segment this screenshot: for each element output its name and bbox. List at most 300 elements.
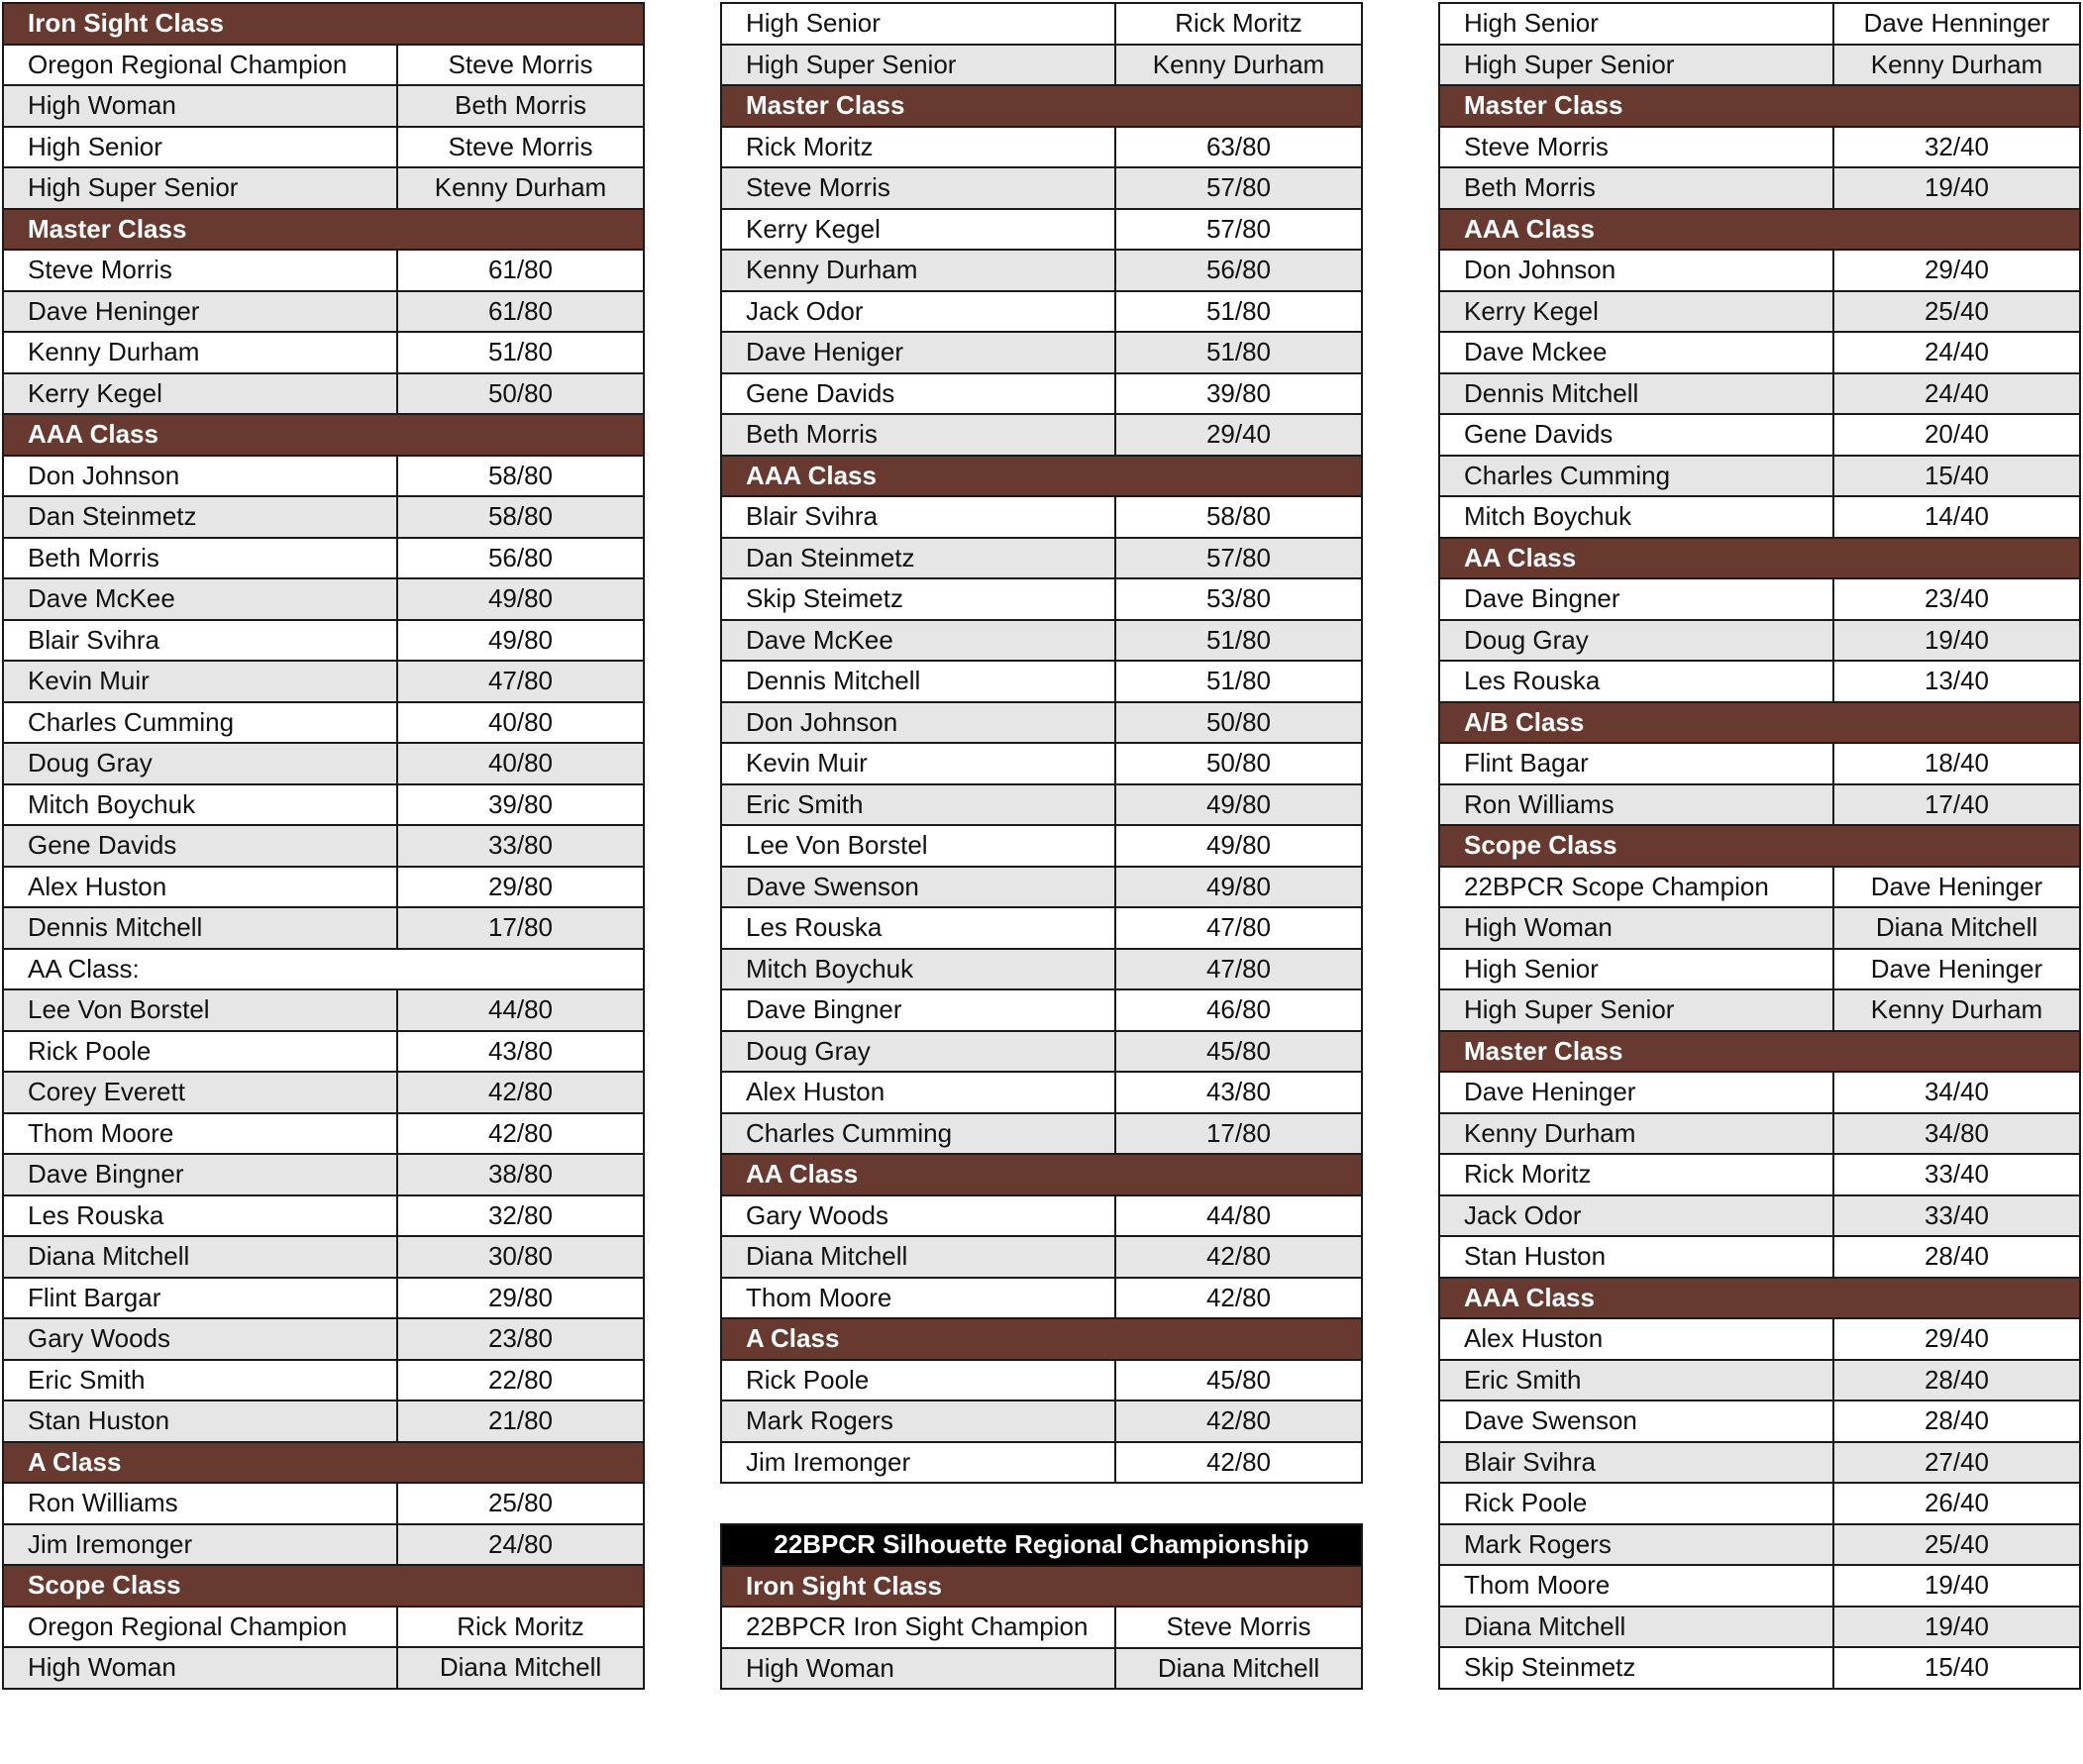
shooter-name: Ron Williams — [1440, 785, 1834, 825]
result-row — [720, 372, 1363, 416]
score-value: 26/40 — [1924, 1488, 1990, 1518]
shooter-name: Stan Huston — [4, 1401, 398, 1441]
result-row — [2, 1153, 645, 1196]
score-value: Steve Morris — [448, 49, 593, 79]
score-value: Dave Henninger — [1863, 8, 2050, 39]
result-row — [720, 742, 1363, 785]
class-header-label: AAA Class — [28, 419, 158, 450]
class-header — [2, 413, 645, 457]
score-value: 34/40 — [1924, 1077, 1990, 1107]
shooter-name: Dave Mckee — [1440, 333, 1834, 372]
shooter-name: High Super Senior — [4, 168, 398, 208]
shooter-name: Mitch Boychuk — [1440, 497, 1834, 537]
result-row — [2, 1400, 645, 1443]
result-row — [1438, 1235, 2081, 1279]
result-row — [1438, 948, 2081, 991]
class-header — [1438, 537, 2081, 580]
class-header-label: Master Class — [746, 90, 905, 121]
score-value: 39/80 — [1205, 377, 1272, 408]
class-header-label: Scope Class — [1464, 830, 1617, 861]
shooter-name: Dave Swenson — [1440, 1401, 1834, 1441]
shooter-name: Gene Davids — [722, 374, 1116, 414]
shooter-name: Diana Mitchell — [722, 1237, 1116, 1277]
shooter-name: Thom Moore — [722, 1279, 1116, 1318]
shooter-name: Les Rouska — [1440, 662, 1834, 701]
score-value: 27/40 — [1924, 1446, 1990, 1477]
result-row — [1438, 1606, 2081, 1649]
score-value: 29/40 — [1924, 1323, 1990, 1354]
score-value: 24/40 — [1924, 377, 1990, 408]
score-value: 61/80 — [487, 255, 554, 285]
score-value: 46/80 — [1205, 994, 1272, 1025]
shooter-name: Oregon Regional Champion — [4, 1608, 398, 1647]
shooter-name: Dan Steinmetz — [722, 539, 1116, 578]
class-header-label: AAA Class — [1464, 1282, 1595, 1312]
shooter-name: Dave Bingner — [722, 990, 1116, 1030]
score-value: 49/80 — [1205, 871, 1272, 901]
result-row — [2, 44, 645, 87]
shooter-name: Gary Woods — [4, 1319, 398, 1359]
score-value: 56/80 — [1205, 255, 1272, 285]
shooter-name: High Senior — [4, 128, 398, 167]
shooter-name: Dave Bingner — [4, 1155, 398, 1194]
result-row — [1438, 988, 2081, 1032]
result-row — [1438, 44, 2081, 87]
result-row — [1438, 413, 2081, 457]
shooter-name: Lee Von Borstel — [4, 990, 398, 1030]
score-value: 51/80 — [487, 337, 554, 367]
score-value: Dave Heninger — [1870, 871, 2043, 901]
result-row — [2, 495, 645, 539]
shooter-name: High Woman — [4, 86, 398, 126]
result-row — [1438, 1400, 2081, 1443]
result-row — [1438, 660, 2081, 703]
shooter-name: Ron Williams — [4, 1484, 398, 1523]
shooter-name: Beth Morris — [1440, 168, 1834, 208]
score-value: 50/80 — [1205, 748, 1272, 778]
score-value: 57/80 — [1205, 542, 1272, 572]
result-row — [720, 1359, 1363, 1402]
shooter-name: High Super Senior — [1440, 46, 1834, 85]
result-row — [2, 701, 645, 745]
shooter-name: High Super Senior — [1440, 990, 1834, 1030]
score-value: 14/40 — [1924, 501, 1990, 532]
class-header — [720, 1153, 1363, 1196]
shooter-name: Jack Odor — [722, 292, 1116, 332]
score-value: Diana Mitchell — [439, 1652, 602, 1683]
shooter-name: Mitch Boychuk — [4, 785, 398, 825]
shooter-name: Dave Heninger — [1440, 1073, 1834, 1112]
result-row — [1438, 372, 2081, 416]
score-value: 23/80 — [487, 1323, 554, 1354]
shooter-name: 22BPCR Scope Champion — [1440, 868, 1834, 907]
result-row — [720, 44, 1363, 87]
class-header-label: Master Class — [1464, 90, 1623, 121]
shooter-name: Beth Morris — [722, 415, 1116, 455]
championship-title — [720, 1523, 1363, 1567]
shooter-name: Doug Gray — [4, 744, 398, 783]
result-row — [2, 906, 645, 950]
result-row — [2, 537, 645, 580]
score-value: 45/80 — [1205, 1364, 1272, 1395]
shooter-name: Jim Iremonger — [722, 1443, 1116, 1483]
score-value: 25/40 — [1924, 295, 1990, 326]
result-row — [720, 660, 1363, 703]
score-value: 38/80 — [487, 1159, 554, 1190]
score-value: 47/80 — [487, 666, 554, 696]
score-value: 34/80 — [1924, 1117, 1990, 1148]
result-row — [2, 866, 645, 909]
shooter-name: Blair Svihra — [4, 621, 398, 661]
score-value: 53/80 — [1205, 583, 1272, 614]
results-column-3 — [1438, 2, 2081, 1690]
result-row — [1438, 1564, 2081, 1608]
shooter-name: Don Johnson — [4, 457, 398, 496]
score-value: 24/40 — [1924, 337, 1990, 367]
shooter-name: Don Johnson — [722, 703, 1116, 743]
result-row — [2, 1646, 645, 1690]
class-header-label: AAA Class — [746, 460, 877, 490]
score-value: 15/40 — [1924, 460, 1990, 490]
result-row — [720, 2, 1363, 46]
class-header — [1438, 701, 2081, 745]
shooter-name: Doug Gray — [722, 1032, 1116, 1072]
class-header — [2, 208, 645, 252]
shooter-name: Thom Moore — [1440, 1566, 1834, 1606]
score-value: 29/80 — [487, 1282, 554, 1312]
shooter-name: Diana Mitchell — [1440, 1608, 1834, 1647]
class-header — [1438, 1030, 2081, 1074]
score-value: 51/80 — [1205, 337, 1272, 367]
score-value: Dave Heninger — [1870, 953, 2043, 984]
class-header-label: A Class — [28, 1446, 122, 1477]
score-value: 17/40 — [1924, 788, 1990, 819]
score-value: 24/80 — [487, 1528, 554, 1559]
class-header — [2, 1441, 645, 1485]
result-row — [2, 619, 645, 663]
result-row — [2, 783, 645, 827]
results-column-1 — [2, 2, 645, 1690]
result-row — [2, 824, 645, 868]
shooter-name: Dave Heninger — [4, 292, 398, 332]
shooter-name: Kenny Durham — [1440, 1114, 1834, 1154]
shooter-name: Blair Svihra — [1440, 1443, 1834, 1483]
score-value: 58/80 — [487, 460, 554, 490]
shooter-name: Dave Swenson — [722, 868, 1116, 907]
score-value: 51/80 — [1205, 295, 1272, 326]
class-header-label: A Class — [746, 1323, 840, 1354]
shooter-name: Doug Gray — [1440, 621, 1834, 661]
score-value: 50/80 — [1205, 706, 1272, 737]
score-value: Diana Mitchell — [1875, 912, 2038, 943]
shooter-name: Alex Huston — [1440, 1319, 1834, 1359]
result-row — [720, 824, 1363, 868]
result-row — [1438, 495, 2081, 539]
result-row — [1438, 906, 2081, 950]
score-value: 18/40 — [1924, 748, 1990, 778]
shooter-name: Kerry Kegel — [1440, 292, 1834, 332]
result-row — [1438, 331, 2081, 374]
result-row — [1438, 126, 2081, 169]
result-row — [720, 1277, 1363, 1320]
score-value: 58/80 — [487, 501, 554, 532]
class-header-label: Iron Sight Class — [28, 8, 224, 39]
score-value: 43/80 — [1205, 1077, 1272, 1107]
result-row — [2, 577, 645, 621]
shooter-name: Eric Smith — [4, 1361, 398, 1401]
shooter-name: Blair Svihra — [722, 497, 1116, 537]
result-row — [1438, 783, 2081, 827]
shooter-name: Dan Steinmetz — [4, 497, 398, 537]
result-row — [720, 906, 1363, 950]
result-row — [1438, 1523, 2081, 1567]
shooter-name: Jack Odor — [1440, 1196, 1834, 1236]
result-row — [720, 866, 1363, 909]
shooter-name: Skip Steimetz — [722, 579, 1116, 619]
shooter-name: Gary Woods — [722, 1196, 1116, 1236]
score-value: 21/80 — [487, 1405, 554, 1436]
result-row — [2, 290, 645, 334]
result-row — [1438, 1317, 2081, 1361]
result-row — [1438, 742, 2081, 785]
score-value: 57/80 — [1205, 172, 1272, 203]
score-value: 33/40 — [1924, 1199, 1990, 1230]
score-value: 29/40 — [1205, 419, 1272, 450]
result-row — [720, 249, 1363, 292]
shooter-name: Corey Everett — [4, 1073, 398, 1112]
class-header — [720, 1317, 1363, 1361]
shooter-name: Kevin Muir — [722, 744, 1116, 783]
shooter-name: Dennis Mitchell — [4, 908, 398, 948]
result-row — [2, 1606, 645, 1649]
result-row — [2, 1359, 645, 1402]
shooter-name: Alex Huston — [722, 1073, 1116, 1112]
score-value: 25/80 — [487, 1488, 554, 1518]
score-value: 17/80 — [487, 912, 554, 943]
score-value: 56/80 — [487, 542, 554, 572]
score-value: 51/80 — [1205, 666, 1272, 696]
result-row — [720, 208, 1363, 252]
score-value: Kenny Durham — [1870, 994, 2043, 1025]
score-value: 33/40 — [1924, 1159, 1990, 1190]
class-subheading-label: AA Class: — [28, 953, 140, 984]
result-row — [1438, 577, 2081, 621]
score-value: Kenny Durham — [434, 172, 607, 203]
championship-title-text: 22BPCR Silhouette Regional Championship — [774, 1529, 1309, 1560]
result-row — [720, 701, 1363, 745]
score-value: Beth Morris — [455, 90, 586, 121]
result-row — [720, 331, 1363, 374]
score-value: 57/80 — [1205, 213, 1272, 244]
shooter-name: High Woman — [4, 1648, 398, 1688]
result-row — [1438, 619, 2081, 663]
score-value: 19/40 — [1924, 172, 1990, 203]
result-row — [2, 372, 645, 416]
shooter-name: Steve Morris — [4, 251, 398, 290]
shooter-name: Flint Bagar — [1440, 744, 1834, 783]
shooter-name: Stan Huston — [1440, 1237, 1834, 1277]
score-value: Kenny Durham — [1152, 49, 1325, 79]
shooter-name: Mark Rogers — [722, 1401, 1116, 1441]
class-header-label: Master Class — [28, 213, 187, 244]
result-row — [2, 1523, 645, 1567]
shooter-name: High Woman — [1440, 908, 1834, 948]
result-row — [2, 1277, 645, 1320]
score-value: 42/80 — [1205, 1446, 1272, 1477]
class-header — [720, 455, 1363, 498]
result-row — [720, 988, 1363, 1032]
result-row — [2, 1317, 645, 1361]
score-value: 40/80 — [487, 706, 554, 737]
result-row — [720, 1235, 1363, 1279]
result-row — [1438, 290, 2081, 334]
score-value: 28/40 — [1924, 1405, 1990, 1436]
result-row — [2, 455, 645, 498]
score-value: 39/80 — [487, 788, 554, 819]
class-header — [720, 84, 1363, 128]
shooter-name: Rick Moritz — [1440, 1155, 1834, 1194]
shooter-name: Beth Morris — [4, 539, 398, 578]
shooter-name: Oregon Regional Champion — [4, 46, 398, 85]
score-value: 63/80 — [1205, 131, 1272, 161]
result-row — [2, 1482, 645, 1525]
shooter-name: Diana Mitchell — [4, 1237, 398, 1277]
score-value: 28/40 — [1924, 1364, 1990, 1395]
shooter-name: Kenny Durham — [722, 251, 1116, 290]
result-row — [1438, 1441, 2081, 1485]
shooter-name: Mark Rogers — [1440, 1525, 1834, 1565]
score-value: Steve Morris — [1166, 1611, 1311, 1642]
result-row — [720, 1030, 1363, 1074]
shooter-name: Charles Cumming — [1440, 457, 1834, 496]
shooter-name: Eric Smith — [1440, 1361, 1834, 1401]
result-row — [1438, 1194, 2081, 1238]
result-row — [1438, 1153, 2081, 1196]
result-row — [720, 495, 1363, 539]
score-value: 42/80 — [1205, 1241, 1272, 1272]
result-row — [720, 1606, 1363, 1649]
score-value: 28/40 — [1924, 1241, 1990, 1272]
shooter-name: Dave Bingner — [1440, 579, 1834, 619]
class-header-label: AA Class — [746, 1159, 859, 1190]
shooter-name: Don Johnson — [1440, 251, 1834, 290]
score-value: 45/80 — [1205, 1035, 1272, 1066]
score-value: 20/40 — [1924, 419, 1990, 450]
section-gap — [720, 1484, 1363, 1525]
score-value: 19/40 — [1924, 624, 1990, 655]
shooter-name: Gene Davids — [1440, 415, 1834, 455]
shooter-name: 22BPCR Iron Sight Champion — [722, 1608, 1116, 1647]
shooter-name: Les Rouska — [4, 1196, 398, 1236]
score-value: 40/80 — [487, 748, 554, 778]
score-value: 47/80 — [1205, 953, 1272, 984]
result-row — [720, 1647, 1363, 1691]
shooter-name: Steve Morris — [1440, 128, 1834, 167]
score-value: 61/80 — [487, 295, 554, 326]
result-row — [720, 1112, 1363, 1156]
score-value: 19/40 — [1924, 1570, 1990, 1601]
result-row — [2, 660, 645, 703]
result-row — [1438, 2, 2081, 46]
shooter-name: Les Rouska — [722, 908, 1116, 948]
result-row — [720, 948, 1363, 991]
shooter-name: Rick Moritz — [722, 128, 1116, 167]
shooter-name: Dave McKee — [4, 579, 398, 619]
result-row — [2, 1194, 645, 1238]
shooter-name: High Woman — [722, 1649, 1116, 1689]
class-header-label: Scope Class — [28, 1570, 181, 1601]
shooter-name: High Senior — [1440, 950, 1834, 989]
score-value: 33/80 — [487, 830, 554, 861]
score-value: Rick Moritz — [1175, 8, 1302, 39]
score-value: 44/80 — [1205, 1199, 1272, 1230]
shooter-name: Charles Cumming — [4, 703, 398, 743]
shooter-name: Alex Huston — [4, 868, 398, 907]
shooter-name: Flint Bargar — [4, 1279, 398, 1318]
result-row — [2, 988, 645, 1032]
shooter-name: Kenny Durham — [4, 333, 398, 372]
result-row — [2, 742, 645, 785]
score-value: 49/80 — [1205, 830, 1272, 861]
result-row — [2, 166, 645, 210]
result-row — [720, 537, 1363, 580]
result-row — [2, 1112, 645, 1156]
class-header — [1438, 208, 2081, 252]
score-value: 42/80 — [1205, 1282, 1272, 1312]
shooter-name: Eric Smith — [722, 785, 1116, 825]
score-value: 29/40 — [1924, 255, 1990, 285]
shooter-name: Kerry Kegel — [722, 210, 1116, 250]
result-row — [2, 249, 645, 292]
result-row — [720, 577, 1363, 621]
score-value: 50/80 — [487, 377, 554, 408]
class-header-label: A/B Class — [1464, 706, 1585, 737]
shooter-name: Kerry Kegel — [4, 374, 398, 414]
shooter-name: High Super Senior — [722, 46, 1116, 85]
score-value: 15/40 — [1924, 1652, 1990, 1683]
class-header — [1438, 824, 2081, 868]
shooter-name: Gene Davids — [4, 826, 398, 866]
score-value: 29/80 — [487, 871, 554, 901]
shooter-name: Kevin Muir — [4, 662, 398, 701]
result-row — [2, 1030, 645, 1074]
class-header — [2, 1564, 645, 1608]
score-value: Steve Morris — [448, 131, 593, 161]
shooter-name: Rick Poole — [722, 1361, 1116, 1401]
shooter-name: Mitch Boychuk — [722, 950, 1116, 989]
score-value: 13/40 — [1924, 666, 1990, 696]
score-value: 42/80 — [1205, 1405, 1272, 1436]
score-value: 42/80 — [487, 1117, 554, 1148]
class-header — [1438, 84, 2081, 128]
class-header — [720, 1565, 1363, 1608]
result-row — [1438, 866, 2081, 909]
score-value: 49/80 — [487, 583, 554, 614]
score-value: Rick Moritz — [457, 1610, 584, 1641]
shooter-name: Lee Von Borstel — [722, 826, 1116, 866]
result-row — [2, 126, 645, 169]
result-row — [720, 166, 1363, 210]
class-header-label: Master Class — [1464, 1035, 1623, 1066]
shooter-name: Thom Moore — [4, 1114, 398, 1154]
shooter-name: Rick Poole — [1440, 1484, 1834, 1523]
score-value: 30/80 — [487, 1241, 554, 1272]
score-value: 19/40 — [1924, 1610, 1990, 1641]
result-row — [1438, 455, 2081, 498]
class-header — [2, 2, 645, 46]
class-header-label: AA Class — [1464, 542, 1577, 572]
class-subheading — [2, 948, 645, 991]
